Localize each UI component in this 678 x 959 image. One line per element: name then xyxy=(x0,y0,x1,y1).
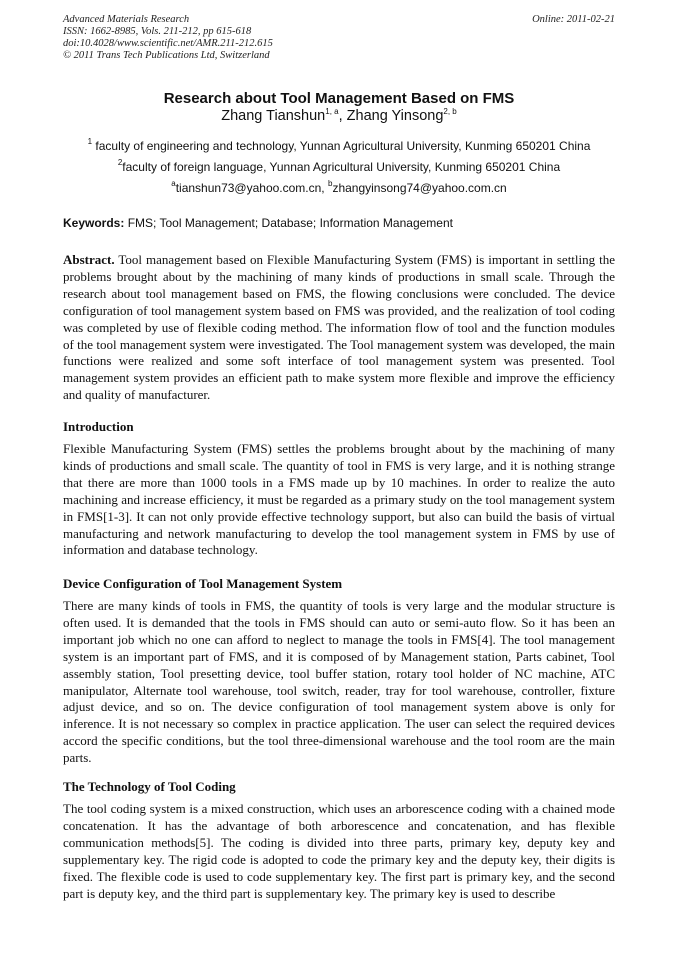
keywords-label: Keywords: xyxy=(63,216,125,230)
affiliation-2-sup: 2 xyxy=(117,158,123,167)
journal-name: Advanced Materials Research xyxy=(63,14,190,25)
affiliation-1-sup: 1 xyxy=(87,137,93,146)
affiliation-2 xyxy=(30,160,648,174)
author-1-sup: 1, a xyxy=(325,107,339,116)
section-body-device-configuration: There are many kinds of tools in FMS, the quantity of tools is very large and the modular structure is often used. It is demanded that the tools in FMS should can auto or semi-auto flow. So it has been an important job which no one can afford to neglect to manage the tools in FMS[4]. The tool management system is an important part of FMS, and it is composed of by Management station, Parts cabinet, Tool assembly station, Tool presetting device, tool buffer station, rotary tool holder of NC machine, ATC manipulator, Alternate tool warehouse, tool switch, reader, tray for tool warehouse, controller, fixture adjust device, and so on. The device configuration of tool management system above is only for inference. It is not necessary so complex in practice application. The user can select the required devices accord the specific conditions, but the tool three-dimensional warehouse and the tool room are the main parts. xyxy=(63,598,615,766)
keywords-text: FMS; Tool Management; Database; Information Management xyxy=(124,216,453,230)
abstract xyxy=(63,252,615,404)
keywords xyxy=(63,216,615,230)
abstract-text: Tool management based on Flexible Manufacturing System (FMS) is important in settling the problems brought about by the machining of many kinds of productions in small scale. Through the research about tool management based on FMS, the flowing conclusions were concluded. The device configuration of tool management system based on FMS was provided, and the realization of tool coding was completed by use of flexible coding method. The information flow of tool and the function modules of the tool management system were investigated. The Tool management system was developed, the main functions were realized and some soft interface of tool management system was presented. Tool management system provides an efficient path to make system more flexible and improve the efficiency and quality of manufacturer. xyxy=(63,252,615,403)
affiliation-1 xyxy=(30,139,648,153)
email-line xyxy=(30,181,648,195)
affiliation-2-text: faculty of foreign language, Yunnan Agricultural University, Kunming 650201 China xyxy=(122,160,561,174)
section-body-introduction: Flexible Manufacturing System (FMS) settles the problems brought about by the machining of many kinds of productions and small scale. The quantity of tool in FMS is very large, and it is nothing strange that there are more than 1000 tools in a FMS made up by 10 machines. In order to realize the auto machining and increase efficiency, it must be regarded as a primary study on the tool management system in FMS[1-3]. It can not only provide effective technology support, but also can build the basis of virtual manufacturing and network manufacturing to develop the tool management system in FMS by use of information and database technology. xyxy=(63,441,615,558)
email-b: zhangyinsong74@yahoo.com.cn xyxy=(332,181,507,195)
section-heading-tool-coding: The Technology of Tool Coding xyxy=(63,779,236,794)
section-heading-introduction: Introduction xyxy=(63,419,134,434)
section-body-tool-coding: The tool coding system is a mixed construction, which uses an arborescence coding with a chained mode concatenation. It has the advantage of both arborescence and concatenation, and has flexible communication methods[5]. The coding is divided into three parts, primary key, deputy key and supplementary key. The rigid code is adopted to code the primary key and the deputy key, their digits is fixed. The flexible code is used to code supplementary key. The first part is primary key, and the second part is deputy key, and the third part is supplementary key. The primary key is used to describe xyxy=(63,801,615,901)
copyright-line: © 2011 Trans Tech Publications Ltd, Switzerland xyxy=(63,50,270,61)
affiliation-1-text: faculty of engineering and technology, Yunnan Agricultural University, Kunming 650201 China xyxy=(92,139,591,153)
abstract-label: Abstract. xyxy=(63,252,115,267)
email-a: tianshun73@yahoo.com.cn, xyxy=(175,181,328,195)
author-1-name: Zhang Tianshun xyxy=(221,108,326,124)
doi-line: doi:10.4028/www.scientific.net/AMR.211-212.615 xyxy=(63,38,273,49)
author-2-sup: 2, b xyxy=(443,107,457,116)
email-a-sup: a xyxy=(171,179,176,188)
online-date: Online: 2011-02-21 xyxy=(532,14,615,25)
publication-header xyxy=(63,14,615,62)
author-separator: , xyxy=(338,108,347,124)
author-line xyxy=(63,108,615,125)
email-b-sup: b xyxy=(327,179,333,188)
author-2-name: Zhang Yinsong xyxy=(346,108,444,124)
section-heading-device-configuration: Device Configuration of Tool Management System xyxy=(63,576,343,591)
issn-line: ISSN: 1662-8985, Vols. 211-212, pp 615-618 xyxy=(63,26,252,37)
paper-title: Research about Tool Management Based on FMS xyxy=(163,90,515,107)
